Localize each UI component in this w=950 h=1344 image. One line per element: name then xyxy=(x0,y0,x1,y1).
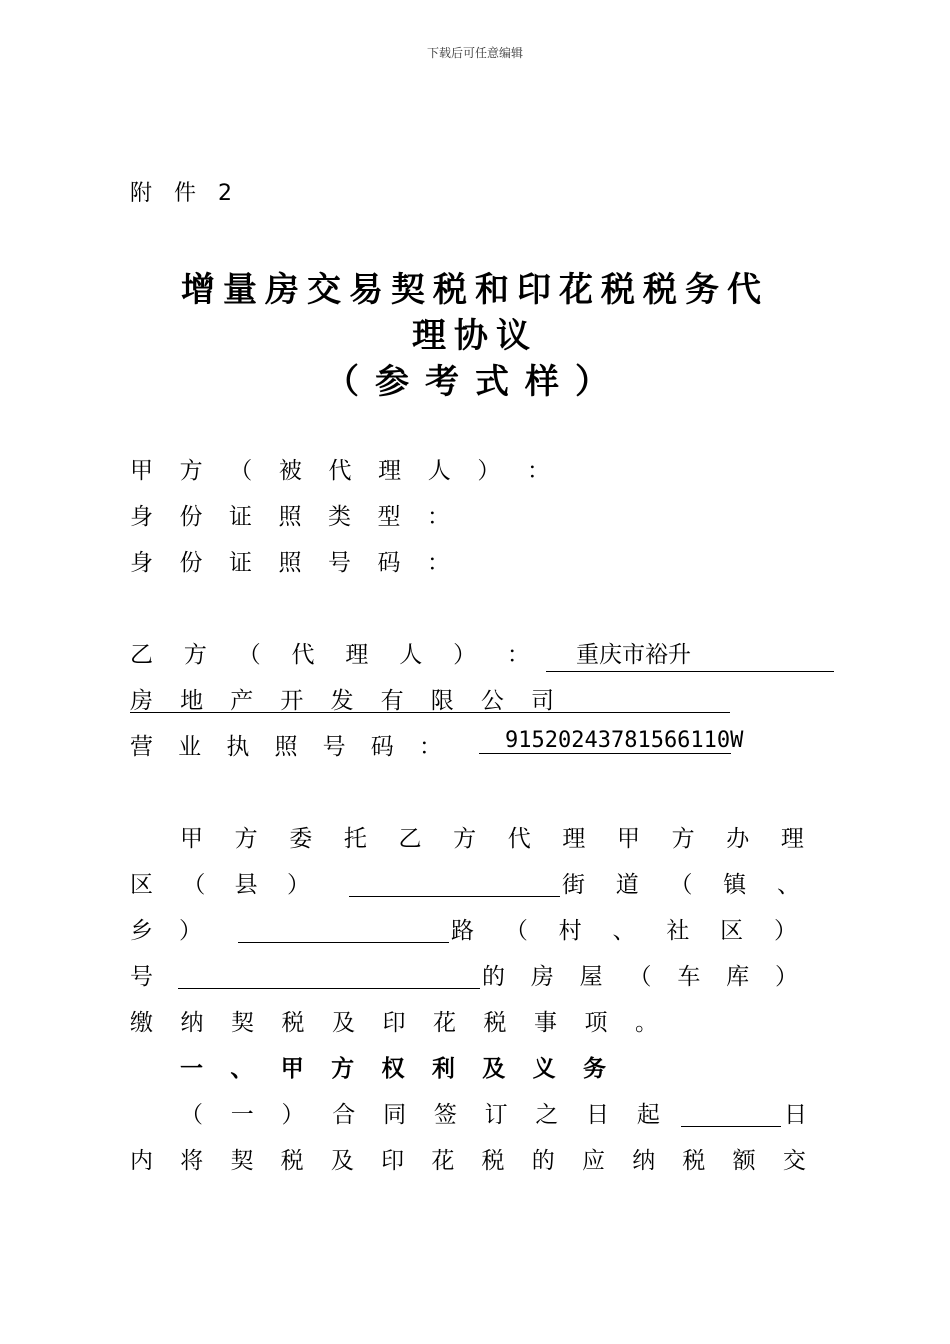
street-label: 街 道 （ 镇 、 xyxy=(562,872,800,898)
document-subtitle: （参考式样） xyxy=(325,362,625,402)
days-blank xyxy=(681,1096,781,1127)
day-label: 日 xyxy=(784,1102,807,1128)
party-a-label: 甲 方 （ 被 代 理 人 ） ： xyxy=(130,458,550,484)
party-a-id-type-label: 身 份 证 照 类 型 ： xyxy=(130,504,450,530)
district-label: 区 （ 县 ） xyxy=(130,872,310,898)
section-1-heading: 一 、 甲 方 权 利 及 义 务 xyxy=(180,1056,606,1082)
paragraph-1-line-4 xyxy=(130,958,820,998)
paragraph-1-line-5: 缴 纳 契 税 及 印 花 税 事 项 。 xyxy=(130,1010,658,1036)
house-label: 的 房 屋 （ 车 库 ） xyxy=(482,964,798,990)
paragraph-1-line-1: 甲 方 委 托 乙 方 代 理 甲 方 办 理 xyxy=(180,826,804,852)
license-number-field xyxy=(479,728,744,754)
party-b-name-part2: 房 地 产 开 发 有 限 公 司 xyxy=(130,688,554,714)
township-label: 乡 ） xyxy=(130,918,202,944)
header-watermark: 下载后可任意编辑 xyxy=(426,46,523,60)
number-label: 号 xyxy=(130,964,153,990)
party-b-label: 乙 方 （ 代 理 人 ） ： xyxy=(130,642,530,668)
district-blank xyxy=(349,866,560,897)
document-title-line-2: 理协议 xyxy=(412,316,538,356)
attachment-label: 附件2 xyxy=(130,181,254,206)
section-1-line-2: 内 将 契 税 及 印 花 税 的 应 纳 税 额 交 xyxy=(130,1148,806,1174)
document-title-line-1: 增量房交易契税和印花税税务代 xyxy=(181,270,769,310)
party-b-name-row-2 xyxy=(130,682,820,722)
party-b-license-row xyxy=(130,728,820,768)
party-b-name-field-1: 重庆市裕升 xyxy=(546,636,834,672)
section-1-line-1 xyxy=(130,1096,820,1136)
license-number-value: 91520243781566110W xyxy=(505,728,744,753)
road-blank xyxy=(238,912,449,943)
house-number-blank xyxy=(178,958,480,989)
license-label: 营 业 执 照 号 码 ： xyxy=(130,734,442,760)
road-label: 路 （ 村 、 社 区 ） xyxy=(451,918,797,944)
contract-signing-text: （ 一 ） 合 同 签 订 之 日 起 xyxy=(180,1102,660,1128)
paragraph-1-line-3 xyxy=(130,912,820,952)
paragraph-1-line-2 xyxy=(130,866,820,906)
party-b-row xyxy=(130,636,834,676)
party-a-id-number-label: 身 份 证 照 号 码 ： xyxy=(130,550,450,576)
